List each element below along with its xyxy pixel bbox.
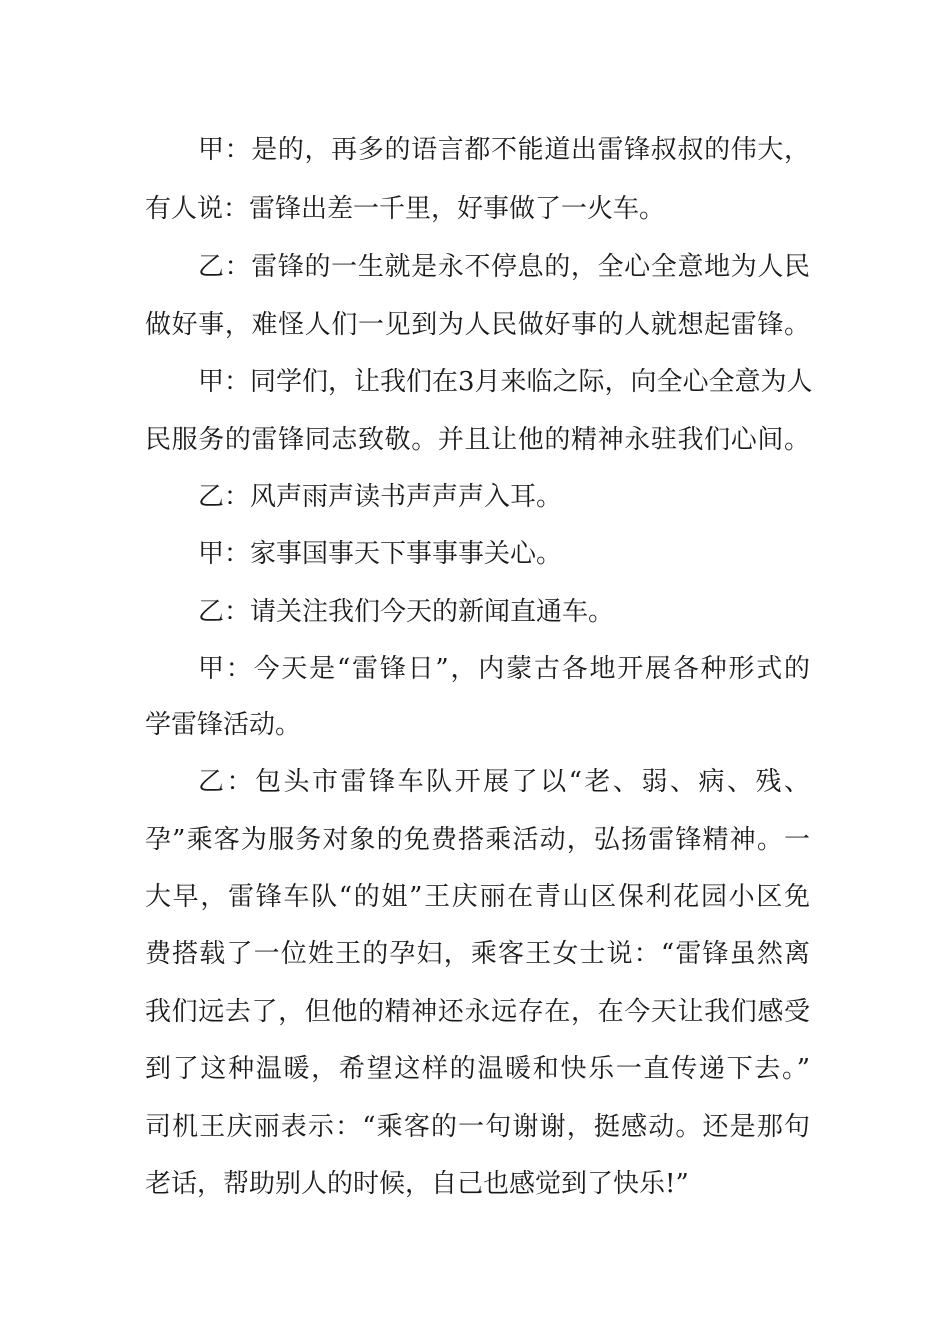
text-line: 甲：是的，再多的语言都不能道出雷锋叔叔的伟大， [198, 135, 810, 165]
text-line: 费搭载了一位姓王的孕妇，乘客王女士说：“雷锋虽然离 [145, 939, 810, 969]
text-line: 甲：家事国事天下事事事关心。 [198, 539, 563, 569]
text-line: 大早，雷锋车队“的姐”王庆丽在青山区保利花园小区免 [145, 882, 810, 912]
text-line: 甲：同学们，让我们在3月来临之际，向全心全意为人 [198, 367, 813, 397]
text-line: 做好事，难怪人们一见到为人民做好事的人就想起雷锋。 [145, 310, 810, 340]
text-line: 乙：包头市雷锋车队开展了以“老、弱、病、残、 [198, 767, 810, 797]
text-line: 乙：雷锋的一生就是永不停息的，全心全意地为人民 [198, 252, 810, 282]
text-line: 乙：风声雨声读书声声声入耳。 [198, 482, 563, 512]
text-line: 学雷锋活动。 [145, 710, 302, 740]
text-line: 我们远去了，但他的精神还永远存在，在今天让我们感受 [145, 997, 810, 1027]
text-line: 到了这种温暖，希望这样的温暖和快乐一直传递下去。” [145, 1054, 810, 1084]
text-line: 司机王庆丽表示：“乘客的一句谢谢，挺感动。还是那句 [145, 1112, 810, 1142]
text-line: 有人说：雷锋出差一千里，好事做了一火车。 [145, 194, 666, 224]
text-line: 甲：今天是“雷锋日”，内蒙古各地开展各种形式的 [198, 654, 810, 684]
text-line: 乙：请关注我们今天的新闻直通车。 [198, 597, 615, 627]
text-line: 孕”乘客为服务对象的免费搭乘活动，弘扬雷锋精神。一 [145, 825, 810, 855]
text-line: 民服务的雷锋同志致敬。并且让他的精神永驻我们心间。 [145, 425, 810, 455]
text-line: 老话，帮助别人的时候，自己也感觉到了快乐!” [145, 1169, 689, 1199]
